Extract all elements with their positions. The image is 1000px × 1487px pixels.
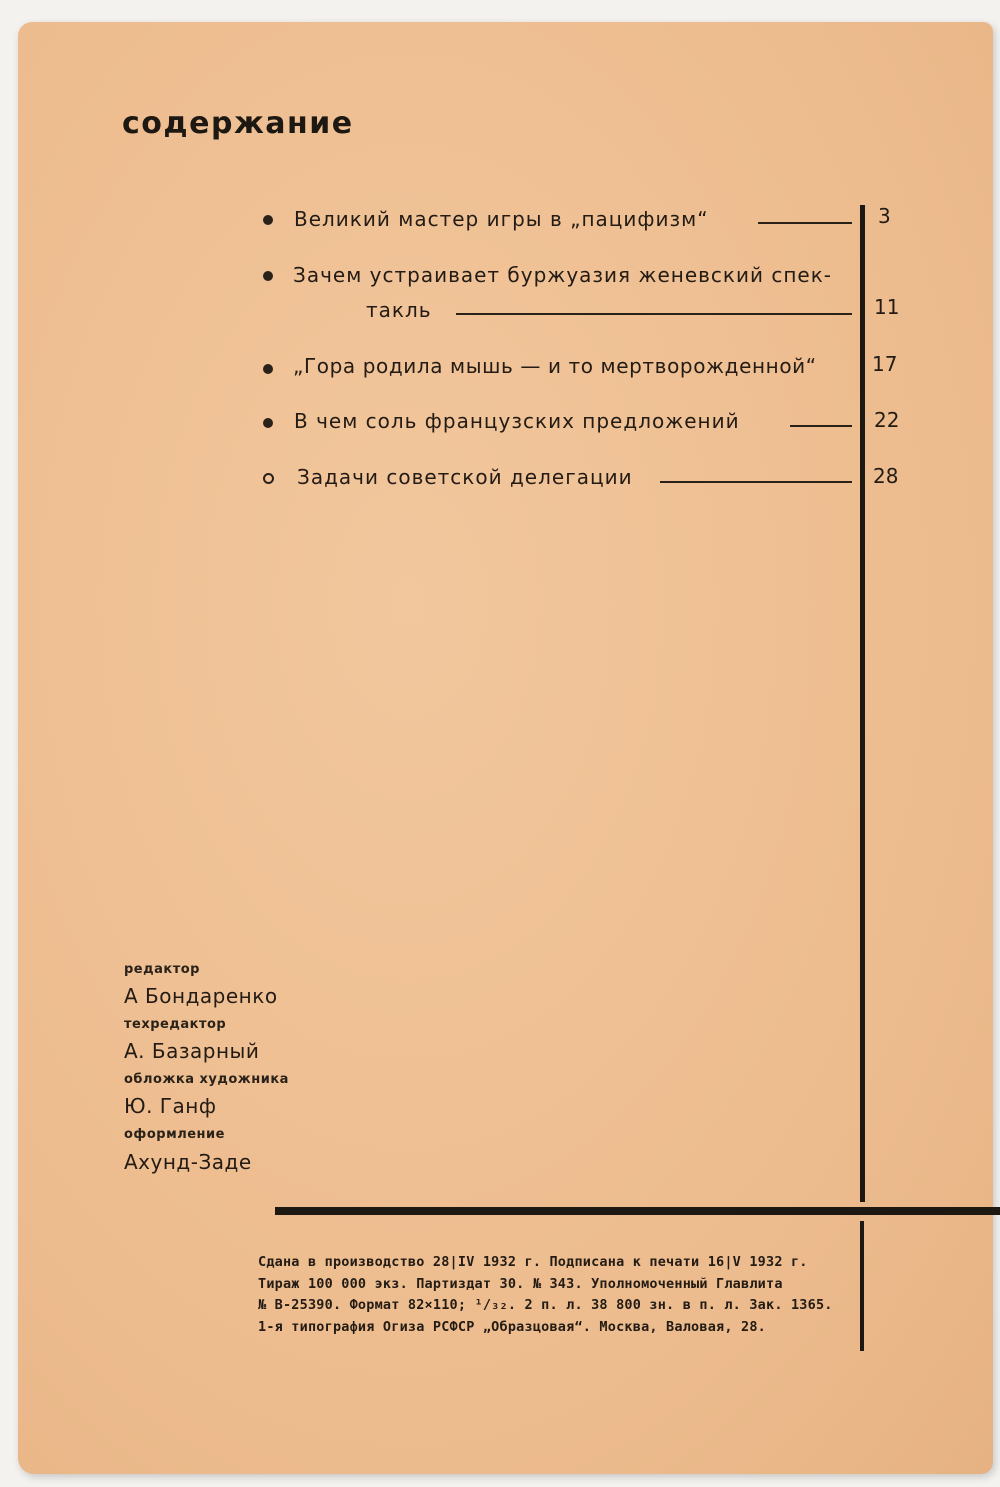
- toc-entry-continuation: такль: [366, 298, 432, 322]
- leader-line: [456, 313, 852, 315]
- leader-line: [660, 481, 852, 483]
- imprint-line: Тираж 100 000 экз. Партиздат 30. № 343. Уполномоченный Главлита: [258, 1275, 783, 1292]
- toc-page-number: 28: [873, 464, 899, 488]
- toc-entry-text: „Гора родила мышь — и то мертворожденной“: [293, 354, 817, 378]
- bullet-icon: [263, 364, 273, 374]
- toc-entry-text: Задачи советской делегации: [297, 465, 633, 489]
- credit-name: Ю. Ганф: [124, 1094, 217, 1118]
- toc-entry-text: Зачем устраивает буржуазия женевский спек-: [293, 263, 833, 287]
- toc-page-number: 17: [872, 352, 898, 376]
- imprint-block: [258, 1252, 858, 1338]
- vertical-rule: [860, 205, 865, 1202]
- toc-page-number: 3: [878, 204, 891, 228]
- imprint-line: Сдана в производство 28|IV 1932 г. Подписана к печати 16|V 1932 г.: [258, 1254, 808, 1270]
- page-title: содержание: [122, 106, 354, 141]
- imprint-line: 1-я типография Огиза РСФСР „Образцовая“. Москва, Валовая, 28.: [258, 1318, 766, 1335]
- toc-entry-text: В чем соль французских предложений: [294, 409, 740, 433]
- bullet-icon: [263, 473, 274, 484]
- horizontal-rule: [275, 1207, 1000, 1215]
- credit-label: обложка художника: [124, 1072, 289, 1087]
- leader-line: [790, 425, 852, 427]
- credit-name: А Бондаренко: [124, 984, 278, 1008]
- leader-line: [758, 222, 852, 224]
- credit-name: А. Базарный: [124, 1039, 260, 1063]
- toc-page-number: 22: [874, 408, 900, 432]
- bullet-icon: [263, 418, 273, 428]
- toc-entry-text: Великий мастер игры в „пацифизм“: [294, 207, 709, 231]
- credit-name: Ахунд-Заде: [124, 1150, 252, 1174]
- bullet-icon: [263, 215, 273, 225]
- credit-label: оформление: [124, 1127, 225, 1142]
- toc-page-number: 11: [874, 295, 900, 319]
- vertical-rule-lower: [860, 1221, 864, 1351]
- bullet-icon: [263, 271, 273, 281]
- credit-label: техредактор: [124, 1017, 227, 1032]
- imprint-line: № В-25390. Формат 82×110; ¹/₃₂. 2 п. л. 38 800 зн. в п. л. Зак. 1365.: [258, 1297, 833, 1313]
- credit-label: редактор: [124, 962, 200, 977]
